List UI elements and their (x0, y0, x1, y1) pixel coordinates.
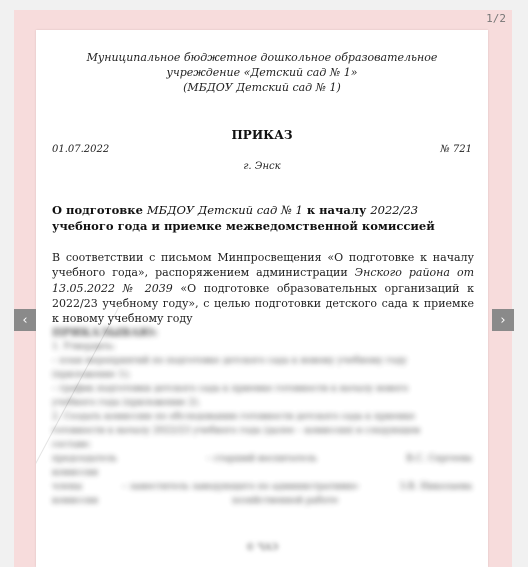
order-heading (52, 202, 472, 234)
body-text: «О подготовке образовательных организаций к 2022/23 учебному году», с целью подготовки детского сада к приемке к новому учебному году (52, 281, 474, 326)
org-line: учреждение «Детский сад № 1» (166, 66, 358, 79)
blurred-line: учебного года (приложение 2). (52, 398, 201, 408)
chevron-left-icon: ‹ (22, 312, 28, 328)
document-number: № 721 (440, 144, 472, 155)
org-line: (МБДОУ Детский сад № 1) (183, 81, 341, 94)
member-position-cont: хозяйственной работе (232, 496, 339, 506)
blurred-content (52, 326, 472, 508)
order-preamble (52, 250, 474, 326)
heading-italic: МБДОУ Детский сад № 1 (146, 203, 303, 217)
member-role-cont: комиссии (52, 496, 99, 506)
heading-text: к началу (302, 203, 371, 217)
blurred-line: (приложение 1); (52, 370, 131, 380)
body-italic: Энского района от 13.05.2022 № 2039 (52, 266, 474, 295)
commission-member-row (52, 452, 472, 466)
prev-page-button[interactable] (14, 309, 36, 331)
org-line: Муниципальное бюджетное дошкольное образовательное (86, 51, 438, 64)
member-position: – старший воспитатель (206, 454, 317, 464)
member-role-cont: комиссии (52, 468, 99, 478)
document-city: г. Энск (243, 161, 281, 172)
member-role: председатель (52, 454, 117, 464)
organization-header (36, 50, 488, 95)
blurred-line: – график подготовки детского сада к приемке готовности к началу нового (52, 384, 409, 394)
heading-italic: 2022/23 (370, 203, 419, 217)
document-date: 01.07.2022 (52, 144, 110, 155)
member-name: З.В. Николаева (399, 482, 472, 492)
page-footer: © ЧАЭ (245, 543, 279, 553)
order-word: ПРИКАЗЫВАЮ: (52, 326, 158, 339)
document-page (36, 30, 488, 567)
blurred-line: составе: (52, 440, 92, 450)
heading-text: О подготовке (52, 203, 147, 217)
document-title: ПРИКАЗ (231, 128, 293, 142)
member-role: члены (52, 482, 83, 492)
next-page-button[interactable] (492, 309, 514, 331)
commission-member-row (52, 494, 472, 508)
blurred-line: готовности к началу 2022/23 учебного года (далее – комиссия) в следующем (52, 426, 421, 436)
blurred-line: 2. Создать комиссию по обследованию готовности детского сада к приемке (52, 412, 415, 422)
chevron-right-icon: › (500, 312, 506, 328)
member-position: – заместитель заведующего по административно- (121, 482, 360, 492)
page-counter: 1/2 (486, 12, 506, 25)
blurred-line: – план мероприятий по подготовке детского сада к новому учебному году (52, 356, 407, 366)
body-text: В соответствии с письмом Минпросвещения «О подготовке к началу учебного года», распоряжением администрации (52, 251, 474, 280)
heading-text: учебного года и приемке межведомственной комиссией (52, 219, 435, 233)
commission-member-row (52, 480, 472, 494)
blurred-line: 1. Утвердить: (52, 342, 116, 352)
document-viewer (14, 10, 512, 567)
member-name: В.С. Сергеева (406, 454, 472, 464)
